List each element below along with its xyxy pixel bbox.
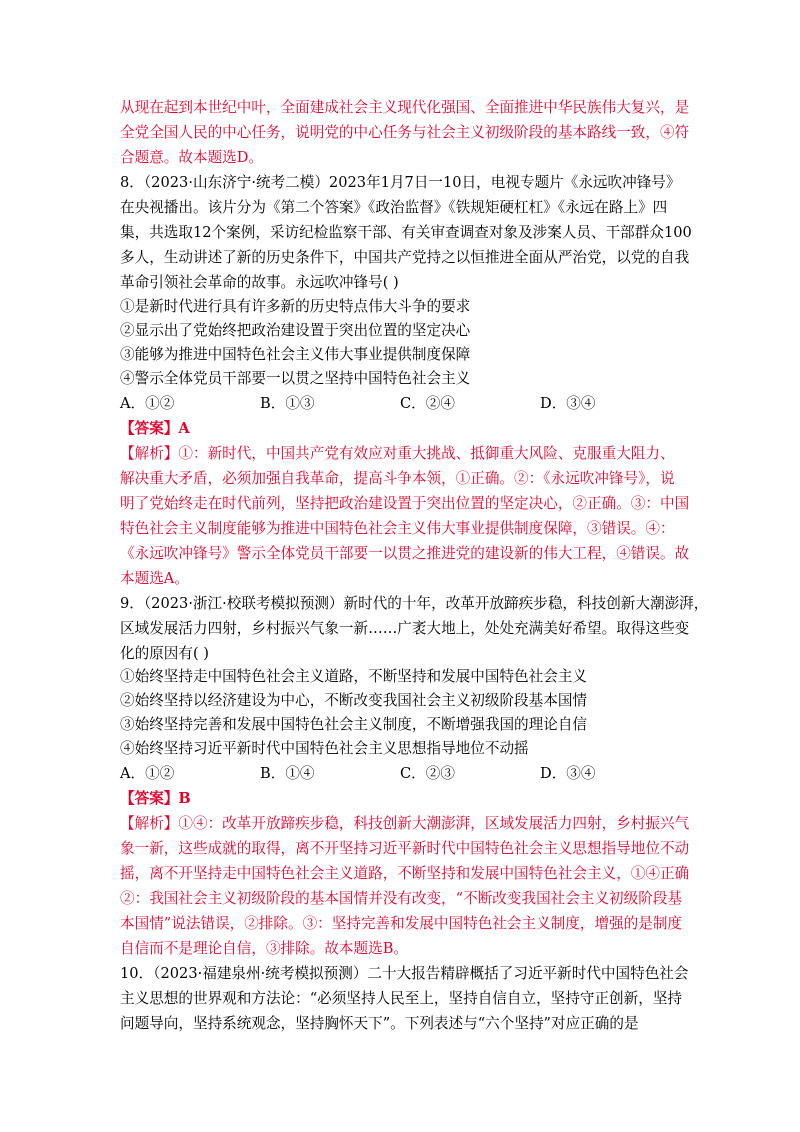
q8-stem-line: 8．（2023·山东济宁·统考二模）2023年1月7日一10日，电视专题片《永远吹冲锋号》 [120, 174, 681, 191]
q8-option-a: A．①② [120, 395, 175, 412]
q9-analysis-line: 本国情”说法错误，②排除。③：坚持完善和发展中国特色社会主义制度，增强的是制度 [120, 915, 683, 932]
q8-option-b: B．①③ [260, 395, 315, 412]
q9-stem-line: 化的原因有( ) [120, 645, 209, 662]
q9-option-d: D．③④ [540, 765, 596, 782]
q8-analysis-line: 本题选A。 [120, 570, 189, 587]
prev-analysis-line: 全党全国人民的中心任务，说明党的中心任务与社会主义初级阶段的基本路线一致，④符 [120, 124, 690, 141]
q8-statement: ②显示出了党始终把政治建设置于突出位置的坚定决心 [120, 322, 471, 339]
prev-analysis-line: 合题意。故本题选D。 [120, 149, 264, 166]
q9-analysis-line: 【解析】①④：改革开放蹄疾步稳，科技创新大潮澎湃，区域发展活力四射，乡村振兴气 [120, 815, 690, 832]
q8-stem-line: 在央视播出。该片分为《第二个答案》《政治监督》《铁规矩硬杠杠》《永远在路上》四 [120, 199, 668, 216]
q10-stem-line: 主义思想的世界观和方法论：“必须坚持人民至上，坚持自信自立，坚持守正创新，坚持 [120, 990, 683, 1007]
q8-statement: ④警示全体党员干部要一以贯之坚持中国特色社会主义 [120, 370, 471, 387]
q8-stem-line: 集，共选取12个案例，采访纪检监察干部、有关审查调查对象及涉案人员、干部群众100 [120, 224, 692, 241]
q8-option-c: C．②④ [400, 395, 455, 412]
q9-statement: ④始终坚持习近平新时代中国特色社会主义思想指导地位不动摇 [120, 740, 529, 757]
q9-option-a: A．①② [120, 765, 175, 782]
q9-analysis-line: 象一新，这些成就的取得，离不开坚持习近平新时代中国特色社会主义思想指导地位不动 [120, 840, 690, 857]
q8-option-d: D．③④ [540, 395, 596, 412]
q9-analysis-line: 自信而不是理论自信，③排除。故本题选B。 [120, 940, 409, 957]
q9-analysis-line: 摇，离不开坚持走中国特色社会主义道路，不断坚持和发展中国特色社会主义，①④正确 [120, 865, 690, 882]
q9-stem-line: 区域发展活力四射，乡村振兴气象一新……广袤大地上，处处充满美好希望。取得这些变 [120, 620, 690, 637]
q9-stem-line: 9．（2023·浙江·校联考模拟预测）新时代的十年，改革开放蹄疾步稳，科技创新大潮澎湃， [120, 595, 709, 612]
q10-stem-line: 10．（2023·福建泉州·统考模拟预测）二十大报告精辟概括了习近平新时代中国特色社会 [120, 965, 689, 982]
q8-statement: ③能够为推进中国特色社会主义伟大事业提供制度保障 [120, 346, 471, 363]
q8-answer: 【答案】A [120, 420, 190, 437]
q9-statement: ②始终坚持以经济建设为中心，不断改变我国社会主义初级阶段基本国情 [120, 692, 588, 709]
q9-option-b: B．①④ [260, 765, 315, 782]
q10-stem-line: 问题导向，坚持系统观念，坚持胸怀天下”。下列表述与“六个坚持”对应正确的是 [120, 1015, 639, 1032]
q8-analysis-line: 解决重大矛盾，必须加强自我革命，提高斗争本领，①正确。②：《永远吹冲锋号》，说 [120, 470, 675, 487]
q9-answer: 【答案】B [120, 790, 191, 807]
q8-stem-line: 多人，生动讲述了新的历史条件下，中国共产党持之以恒推进全面从严治党，以党的自我 [120, 249, 690, 266]
q9-statement: ③始终坚持完善和发展中国特色社会主义制度，不断增强我国的理论自信 [120, 716, 588, 733]
prev-analysis-line: 从现在起到本世纪中叶，全面建成社会主义现代化强国、全面推进中华民族伟大复兴，是 [120, 99, 690, 116]
q8-analysis-line: 特色社会主义制度能够为推进中国特色社会主义伟大事业提供制度保障，③错误。④： [120, 520, 675, 537]
q8-statement: ①是新时代进行具有许多新的历史特点伟大斗争的要求 [120, 298, 471, 315]
q8-stem-line: 革命引领社会革命的故事。永远吹冲锋号( ) [120, 274, 399, 291]
q9-analysis-line: ②：我国社会主义初级阶段的基本国情并没有改变，“不断改变我国社会主义初级阶段基 [120, 890, 683, 907]
q9-option-c: C．②③ [400, 765, 455, 782]
q8-analysis-line: 【解析】①：新时代，中国共产党有效应对重大挑战、抵御重大风险、克服重大阻力、 [120, 445, 675, 462]
q8-analysis-line: 明了党始终走在时代前列，坚持把政治建设置于突出位置的坚定决心，②正确。③：中国 [120, 495, 690, 512]
q9-statement: ①始终坚持走中国特色社会主义道路，不断坚持和发展中国特色社会主义 [120, 668, 588, 685]
q8-analysis-line: 《永远吹冲锋号》警示全体党员干部要一以贯之推进党的建设新的伟大工程，④错误。故 [120, 545, 690, 562]
